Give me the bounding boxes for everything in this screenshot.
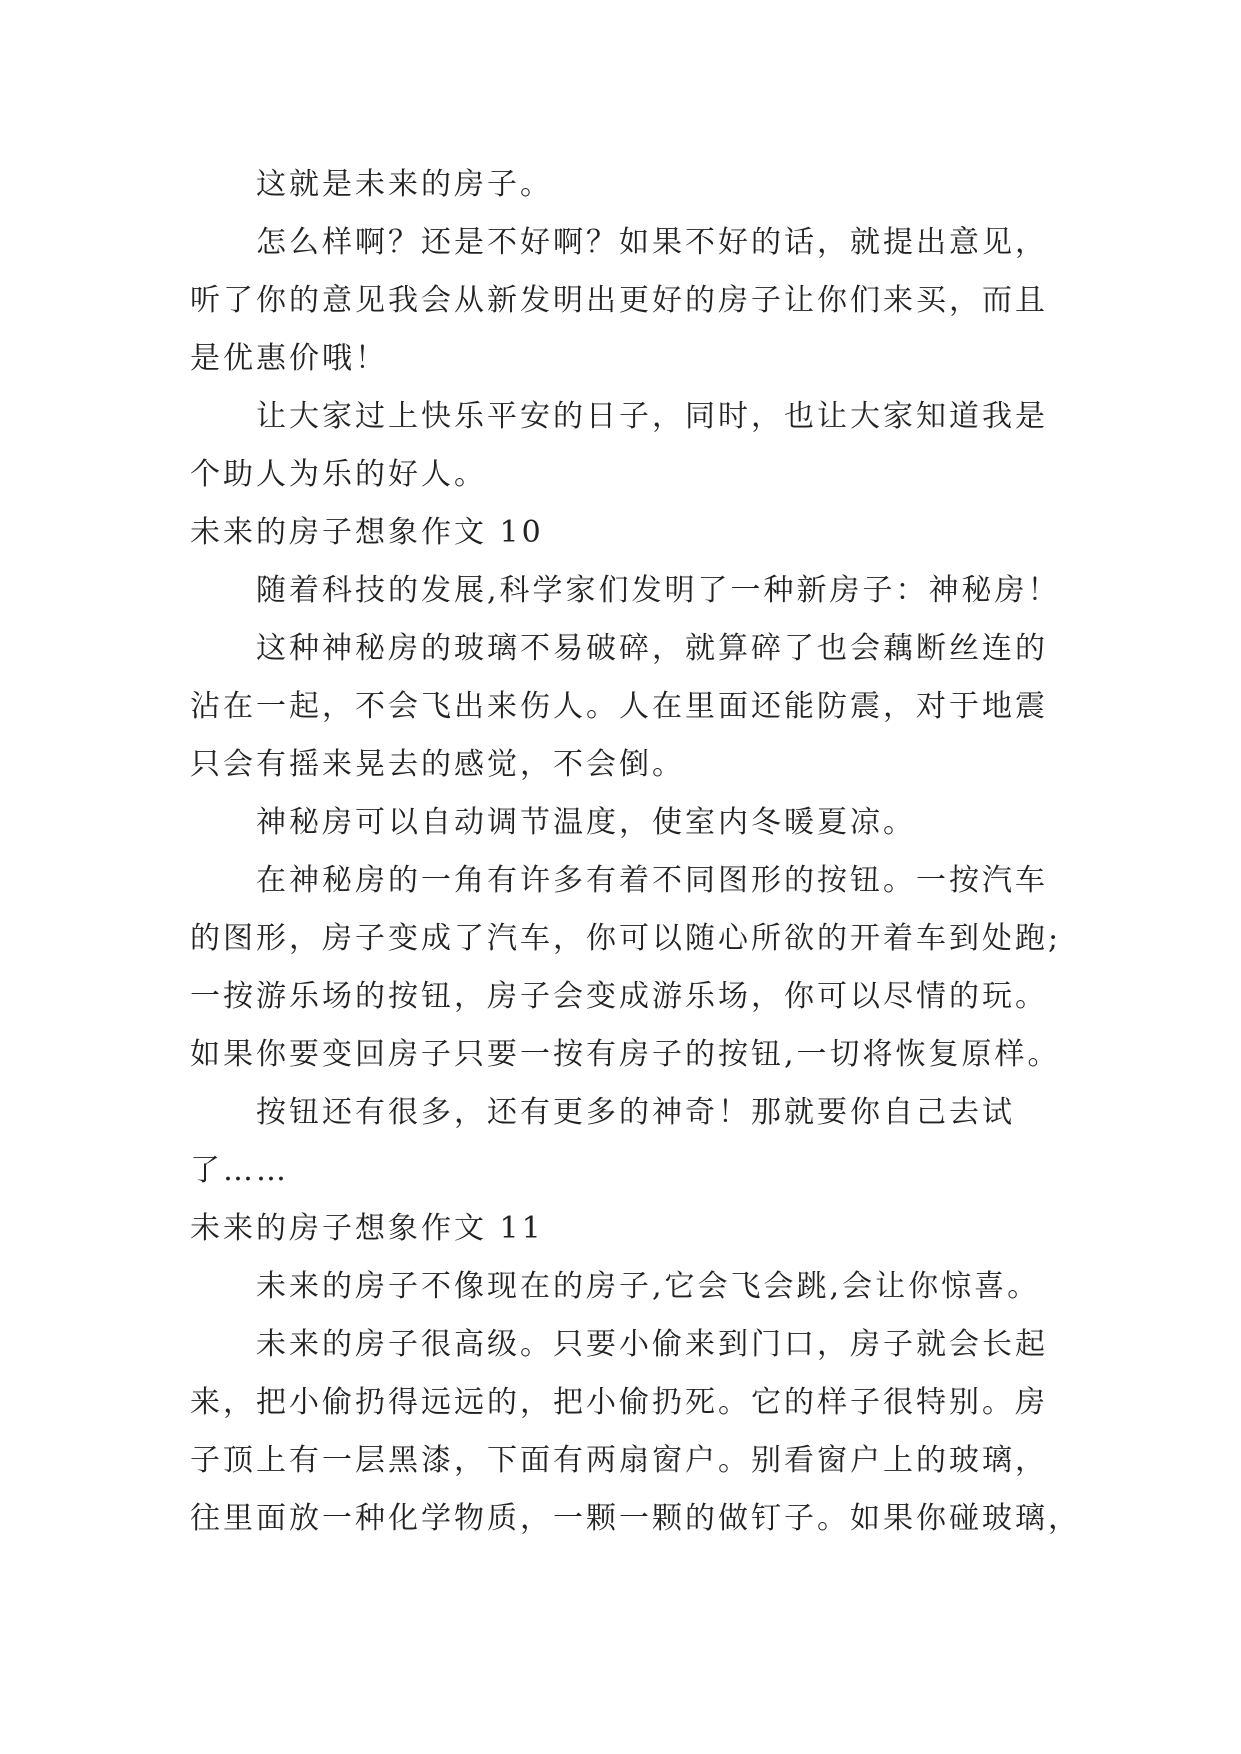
text-line: 怎么样啊？还是不好啊？如果不好的话，就提出意见，	[256, 225, 1048, 260]
text-line: 是优惠价哦！	[190, 341, 388, 376]
document-body	[190, 156, 1081, 1548]
text-line: 神秘房可以自动调节温度，使室内冬暖夏凉。	[256, 805, 916, 840]
text-line: 听了你的意见我会从新发明出更好的房子让你们来买，而且	[190, 283, 1048, 318]
text-line: 让大家过上快乐平安的日子，同时，也让大家知道我是	[256, 399, 1048, 434]
text-line: 如果你要变回房子只要一按有房子的按钮,一切将恢复原样。	[190, 1037, 1061, 1072]
text-line: 未来的房子不像现在的房子,它会飞会跳,会让你惊喜。	[256, 1269, 1041, 1304]
text-line: 的图形，房子变成了汽车，你可以随心所欲的开着车到处跑;	[190, 921, 1062, 956]
text-line: 随着科技的发展,科学家们发明了一种新房子：神秘房！	[256, 573, 1061, 608]
text-line: 了……	[190, 1153, 289, 1188]
text-line: 往里面放一种化学物质，一颗一颗的做钉子。如果你碰玻璃，	[190, 1501, 1081, 1536]
text-line: 这种神秘房的玻璃不易破碎，就算碎了也会藕断丝连的	[256, 631, 1048, 666]
text-line: 在神秘房的一角有许多有着不同图形的按钮。一按汽车	[256, 863, 1048, 898]
text-line: 这就是未来的房子。	[256, 167, 553, 202]
text-line: 沾在一起，不会飞出来伤人。人在里面还能防震，对于地震	[190, 689, 1048, 724]
section-heading: 未来的房子想象作文 11	[190, 1211, 544, 1246]
text-line: 子顶上有一层黑漆，下面有两扇窗户。别看窗户上的玻璃，	[190, 1443, 1048, 1478]
text-line: 来，把小偷扔得远远的，把小偷扔死。它的样子很特别。房	[190, 1385, 1048, 1420]
text-line: 只会有摇来晃去的感觉，不会倒。	[190, 747, 685, 782]
text-line: 一按游乐场的按钮，房子会变成游乐场，你可以尽情的玩。	[190, 979, 1048, 1014]
text-line: 未来的房子很高级。只要小偷来到门口，房子就会长起	[256, 1327, 1048, 1362]
section-heading: 未来的房子想象作文 10	[190, 515, 544, 550]
text-line: 个助人为乐的好人。	[190, 457, 487, 492]
text-line: 按钮还有很多，还有更多的神奇！那就要你自己去试	[256, 1095, 1015, 1130]
